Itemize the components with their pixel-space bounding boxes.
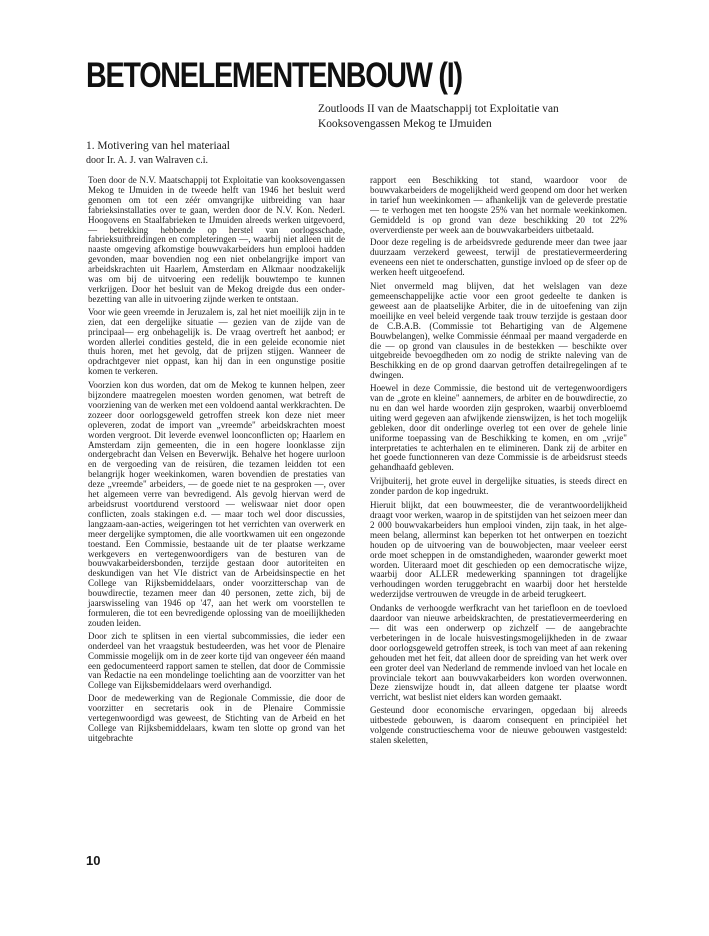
- paragraph: Niet onvermeld mag blijven, dat het welslagen van deze gemeenschappelijke actie voor een groot gedeelte te danken is geweest aan de plaatselijke Arbiter, die in de uitoefening van zijn moeilijke en veel beleid vergende taak trouw terzijde is gestaan door de C.B.A.B. (Commissie tot Behartiging van de Algemene Bouwbelangen), welke Commissie éénmaal per maand vergaderde en die — op grond van clausules in de bestekken — beschikte over uitgebreide bevoegdheden om zo nodig de strikte naleving van de Beschikking en de op grond daarvan getroffen detailregelingen af te dwingen.: [370, 281, 627, 381]
- page-number: 10: [86, 853, 101, 868]
- left-text-column: [88, 176, 345, 747]
- section-heading: 1. Motivering van hel materiaal: [86, 140, 230, 152]
- paragraph: Hoewel in deze Commissie, die bestond uit de vertegenwoordigers van de „grote en kleine" aannemers, de arbiter en de bouwdirectie, zo nu en dan wel harde woorden zijn gesproken, waarbij onverbloemd uiting werd gegeven aan afwijkende zienswijzen, is het toch mogelijk gebleken, door dit onderlinge overleg tot een over de gehele linie uniforme toepassing van de Beschikking te komen, en om „vrije" interpretaties te achterhalen en te elimineren. Dank zij de arbiter en het goede functionneren van deze Commissie is de arbeidsrust steeds gehandhaafd gebleven.: [370, 383, 627, 473]
- paragraph: Door zich te splitsen in een viertal subcommissies, die ieder een onderdeel van het vraagstuk bestudeerden, was het voor de Plenaire Commissie mogelijk om in de zeer korte tijd van ongeveer één maand een gedocumenteerd rapport samen te stellen, dat door de Commissie van Redactie na een mondelinge toelichting aan de voorzitter van het College van Eijksbemiddelaars werd overhandigd.: [88, 630, 345, 691]
- paragraph: rapport een Beschikking tot stand, waardoor voor de bouwvakarbeiders de mogelijkheid werd geopend om door het werken in tarief hun weekinkomen — afhankelijk van de geleverde prestatie — te verhogen met ten hoogste 25% van het normale weekinkomen. Gemiddeld is op grond van deze beschikking 20 tot 22% oververdienste per week aan de bouwvakarbeiders uitbetaald.: [370, 175, 627, 235]
- paragraph: Voor wie geen vreemde in Jeruzalem is, zal het niet moeilijk zijn in te zien, dat een dergelijke situatie — gezien van de zijde van de principaal— erg onbehagelijk is. De vraag overtreft het aanbod; er worden allerlei condities gesteld, die in een geleide economie niet thuis horen, met het gevolg, dat de prijzen stijgen. Wanneer de opdrachtgever niet oppast, kan hij dan in een ongunstige positie komen te verkeren.: [88, 306, 345, 377]
- article-title: BETONELEMENTENBOUW (I): [86, 56, 462, 95]
- subtitle-line: Kooksovengassen Mekog te IJmuiden: [318, 117, 492, 130]
- paragraph: Ondanks de verhoogde werfkracht van het tariefloon en de toevloed daardoor van nieuwe arbeidskrachten, de prestatievermeerdering en — dit was een onderwerp op zichzelf — de aangebrachte verbeteringen in de locale huisvestingsmogelijkheden in de zwaar door oorlogsgeweld getroffen streek, is toch van meet af aan rekening gehouden met het feit, dat alleen door de spreiding van het werk over een groter deel van Nederland de remmende invloed van het locale en provinciale tekort aan bouwvakarbeiders kon worden overwonnen. Deze zienswijze houdt in, dat alleen datgene ter plaatse wordt verricht, wat beslist niet elders kan worden gemaakt.: [370, 603, 627, 703]
- right-text-column: [370, 176, 627, 749]
- paragraph: Toen door de N.V. Maatschappij tot Exploitatie van kooksovengassen Mekog te IJmuiden in de tweede helft van 1946 het besluit werd genomen om tot een zéér omvangrijke uitbreiding van haar fabrieksinstallaties over te gaan, werden door de N.V. Kon. Nederl. Hoogovens en Staalfabrieken te IJmuiden alreeds werken uitgevoerd, — betrekking hebbende op herstel van oorlogsschade, fabrieksuitbreidingen en completeringen —, waarbij niet alleen uit de naaste omgeving afkomstige bouwvakarbeiders hun emplooi hadden gevonden, maar bovendien nog een niet onbelangrijke import van arbeidskrachten uit Haarlem, Amsterdam en Alkmaar noodzakelijk was om bij de uitvoering een redelijk bouwtempo te kunnen verkrijgen. Door het besluit van de Mekog dreigde dus een onderbezetting van alle in uitvoering zijnde werken te ontstaan.: [88, 175, 345, 304]
- author-byline: door Ir. A. J. van Walraven c.i.: [86, 155, 209, 166]
- subtitle-line: Zoutloods II van de Maatschappij tot Exploitatie van: [318, 103, 559, 115]
- paragraph: Door de medewerking van de Regionale Commissie, die door de voorzitter en secretaris ook in de Plenaire Commissie vertegenwoordigd was geweest, de Stichting van de Arbeid en het College van Rijksbemiddelaars, kwam ten slotte op grond van het uitgebrachte: [88, 693, 345, 743]
- paragraph: Gesteund door economische ervaringen, opgedaan bij alreeds uitbestede gebouwen, is daarom consequent en principiëel het volgende constructieschema voor de nieuwe gebouwen vastgesteld: stalen skeletten,: [370, 705, 627, 745]
- paragraph: Hieruit blijkt, dat een bouwmeester, die de verantwoordelijkheid draagt voor werken, waarop in de spitstijden van het seizoen meer dan 2 000 bouwvakarbeiders hun emplooi vinden, zijn taak, in het algemeen belang, allerminst kan beperken tot het ontwerpen en toezicht houden op de uitvoering van de bouwobjecten, maar veeleer eerst orde moet scheppen in de omstandigheden, waaronder gewerkt moet worden. Uiteraard moet dit geschieden op een democratische wijze, waarbij door ALLER medewerking spanningen tot dragelijke verhoudingen worden teruggebracht en waarbij door het herstelde wederzijdse vertrouwen de vreugde in de arbeid terugkeert.: [370, 500, 627, 600]
- paragraph: Door deze regeling is de arbeidsvrede gedurende meer dan twee jaar duurzaam verzekerd geweest, terwijl de prestatievermeerdering eveneens een niet te onderschatten, gunstige invloed op de sfeer op de werken heeft uitgeoefend.: [370, 237, 627, 278]
- article-subtitle: [318, 102, 638, 131]
- paragraph: Voorzien kon dus worden, dat om de Mekog te kunnen helpen, zeer bijzondere maatregelen moesten worden genomen, wat betreft de voorziening van de werken met een voldoend aantal werkkrachten. De zozeer door oorlogsgeweld getroffen streek kon deze niet meer opleveren, zodat de import van „vreemde" arbeidskrachten moest worden vergroot. Dit leverde evenwel loonconflicten op; Haarlem en Amsterdam zijn gemeenten, die in een hogere loonklasse zijn ondergebracht dan Velsen en Beverwijk. Behalve het hogere uurloon en de vergoeding van de reisüren, die tezamen leidden tot een belangrijk hoger weekinkomen, waren bovendien de prestaties van deze „vreemde" arbeiders, — de goede niet te na gesproken —, over het algemeen verre van bevredigend. Als gevolg hiervan werd de arbeidsrust voortdurend verstoord — weliswaar niet door open conflicten, zoals stakingen e.d. — maar toch wel door discussies, langzaam-aan-acties, weigeringen tot het verrichten van overwerk en meer dergelijke symptomen, die alle voortkwamen uit een ongezonde toestand. Een Commissie, bestaande uit de ter plaatse werkzame werkgevers en vertegenwoordigers van de besturen van de bouwvakarbeidersbonden, terzijde gestaan door autoriteiten en deskundigen van het VIe district van de Arbeidsinspectie en het College van Rijksbemiddelaars, onder voorzitterschap van de bouwdirectie, tezamen meer dan 40 personen, zette zich, bij de jaarswisseling van 1946 op '47, aan het werk om voorstellen te formuleren, die tot een bevredigende oplossing van de moeilijkheden zouden leiden.: [88, 380, 345, 628]
- paragraph: Vrijbuiterij, het grote euvel in dergelijke situaties, is steeds direct en zonder pardon de kop ingedrukt.: [370, 476, 627, 497]
